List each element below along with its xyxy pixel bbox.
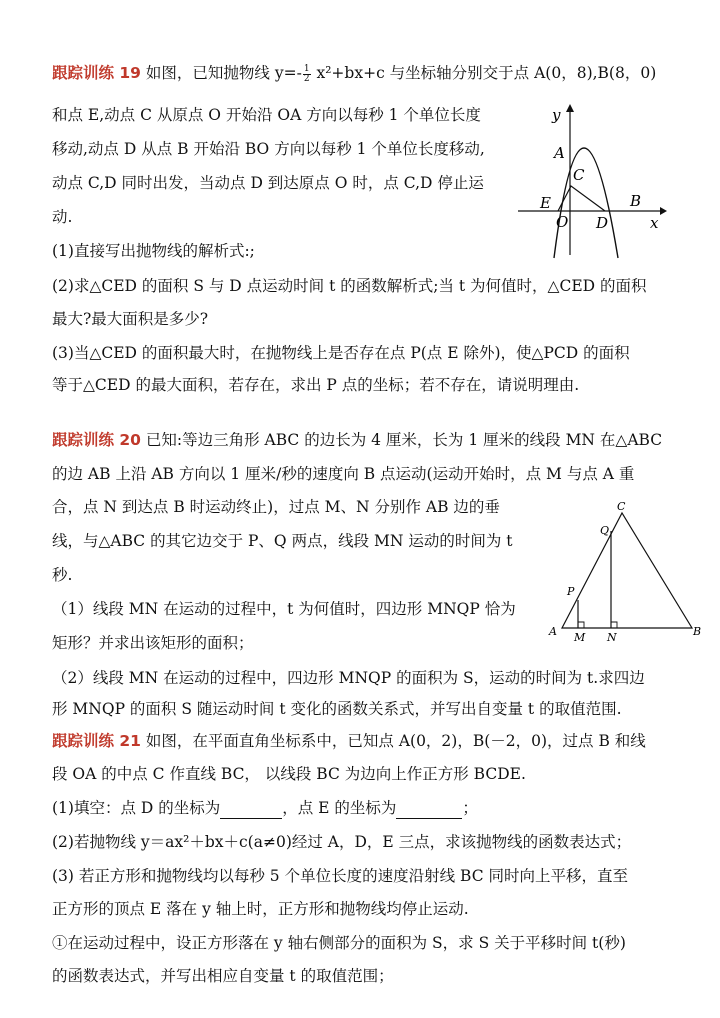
p20-line-5: 秒. bbox=[52, 566, 73, 584]
p19-line-3: 移动,动点 D 从点 B 开始沿 BO 方向以每秒 1 个单位长度移动, bbox=[52, 140, 485, 158]
p20-line-4: 线，与△ABC 的其它边交于 P、Q 两点，线段 MN 运动的时间为 t bbox=[52, 532, 513, 550]
p21-question-3d: 的函数表达式，并写出相应自变量 t 的取值范围； bbox=[52, 967, 394, 985]
p21-question-2: (2)若抛物线 y＝ax²＋bx＋c(a≠0)经过 A，D，E 三点，求该抛物线的函数表达式； bbox=[52, 833, 632, 851]
p21-heading: 跟踪训练 21 bbox=[52, 732, 141, 750]
p20-question-2a: （2）线段 MN 在运动的过程中，四边形 MNQP 的面积为 S，运动的时间为 t.求四边 bbox=[52, 669, 645, 687]
p19-line-2: 和点 E,动点 C 从原点 O 开始沿 OA 方向以每秒 1 个单位长度 bbox=[52, 106, 481, 124]
p20-heading: 跟踪训练 20 bbox=[52, 431, 141, 449]
p19-figure bbox=[510, 100, 670, 260]
p19-question-2a: (2)求△CED 的面积 S 与 D 点运动时间 t 的函数解析式;当 t 为何值时，△CED 的面积 bbox=[52, 277, 647, 295]
p21-question-1 bbox=[52, 798, 478, 819]
p19-text-1b: x²+bx+c 与坐标轴分别交于点 A(0，8),B(8，0) bbox=[311, 64, 657, 82]
p20-label-n: N bbox=[607, 631, 617, 644]
p19-parabola bbox=[554, 148, 618, 258]
p20-label-c: C bbox=[617, 500, 626, 513]
p21-question-3a: (3) 若正方形和抛物线均以每秒 5 个单位长度的速度沿射线 BC 同时向上平移，直至 bbox=[52, 867, 628, 885]
p20-line-1 bbox=[52, 430, 662, 450]
p19-label-b: B bbox=[630, 192, 642, 210]
p19-heading: 跟踪训练 19 bbox=[52, 64, 141, 82]
p21-blank-e bbox=[396, 798, 462, 819]
p19-label-a: A bbox=[554, 144, 565, 162]
p19-question-2b: 最大?最大面积是多少? bbox=[52, 310, 209, 328]
p21-q1-text-b: ，点 E 的坐标为 bbox=[282, 799, 397, 817]
p21-line-2: 段 OA 的中点 C 作直线 BC， 以线段 BC 为边向上作正方形 BCDE. bbox=[52, 765, 526, 783]
p19-line-5: 动. bbox=[52, 208, 73, 226]
p20-label-b: B bbox=[693, 625, 702, 638]
p20-line-2: 的边 AB 上沿 AB 方向以 1 厘米/秒的速度向 B 点运动(运动开始时，点 M 与点 A 重 bbox=[52, 465, 635, 483]
p20-right-angle-n bbox=[611, 622, 617, 628]
p20-text-1: 已知:等边三角形 ABC 的边长为 4 厘米，长为 1 厘米的线段 MN 在△ABC bbox=[140, 431, 663, 449]
p20-label-q: Q bbox=[600, 524, 610, 537]
p21-q1-text-a: (1)填空：点 D 的坐标为 bbox=[52, 799, 221, 817]
p20-triangle-abc bbox=[562, 513, 692, 628]
p19-line-1 bbox=[52, 63, 656, 84]
p20-label-a: A bbox=[549, 625, 557, 638]
p19-label-x: x bbox=[650, 214, 659, 232]
p20-label-m: M bbox=[574, 631, 586, 644]
p20-question-1a: （1）线段 MN 在运动的过程中，t 为何值时，四边形 MNQP 恰为 bbox=[52, 600, 516, 618]
p19-label-c: C bbox=[573, 166, 585, 184]
p19-fraction: $\frac{1}{2}$ bbox=[303, 63, 310, 84]
p20-question-2b: 形 MNQP 的面积 S 随运动时间 t 变化的函数关系式，并写出自变量 t 的取值范围. bbox=[52, 700, 622, 718]
p21-question-3c: ①在运动过程中，设正方形落在 y 轴右侧部分的面积为 S，求 S 关于平移时间 t(秒) bbox=[52, 934, 626, 952]
p20-question-1b: 矩形？并求出该矩形的面积； bbox=[52, 634, 254, 652]
p19-question-1: (1)直接写出抛物线的解析式:; bbox=[52, 242, 255, 260]
p19-label-d: D bbox=[596, 214, 609, 232]
p20-figure bbox=[545, 498, 710, 648]
p20-right-angle-m bbox=[578, 622, 584, 628]
p19-question-3a: (3)当△CED 的面积最大时，在抛物线上是否存在点 P(点 E 除外)，使△PCD 的面积 bbox=[52, 344, 630, 362]
p19-label-o: O bbox=[556, 213, 569, 231]
p19-label-y: y bbox=[552, 106, 561, 124]
p19-line-4: 动点 C,D 同时出发，当动点 D 到达原点 O 时，点 C,D 停止运 bbox=[52, 174, 484, 192]
p19-question-3b: 等于△CED 的最大面积，若存在，求出 P 点的坐标；若不存在，请说明理由. bbox=[52, 376, 580, 394]
p21-line-1 bbox=[52, 731, 646, 751]
p19-text-1a: 如图，已知抛物线 y=- bbox=[140, 64, 302, 82]
p20-line-3: 合，点 N 到达点 B 时运动终止)，过点 M、N 分别作 AB 边的垂 bbox=[52, 498, 500, 516]
p21-question-3b: 正方形的顶点 E 落在 y 轴上时，正方形和抛物线均停止运动. bbox=[52, 900, 469, 918]
p21-q1-text-c: ； bbox=[462, 799, 478, 817]
p21-text-1: 如图，在平面直角坐标系中，已知点 A(0，2)，B(－2，0)，过点 B 和线 bbox=[140, 732, 646, 750]
p19-label-e: E bbox=[540, 194, 551, 212]
p20-label-p: P bbox=[567, 585, 575, 598]
p21-blank-d bbox=[220, 798, 282, 819]
p19-y-arrow bbox=[566, 104, 574, 112]
p19-x-arrow bbox=[660, 207, 667, 215]
